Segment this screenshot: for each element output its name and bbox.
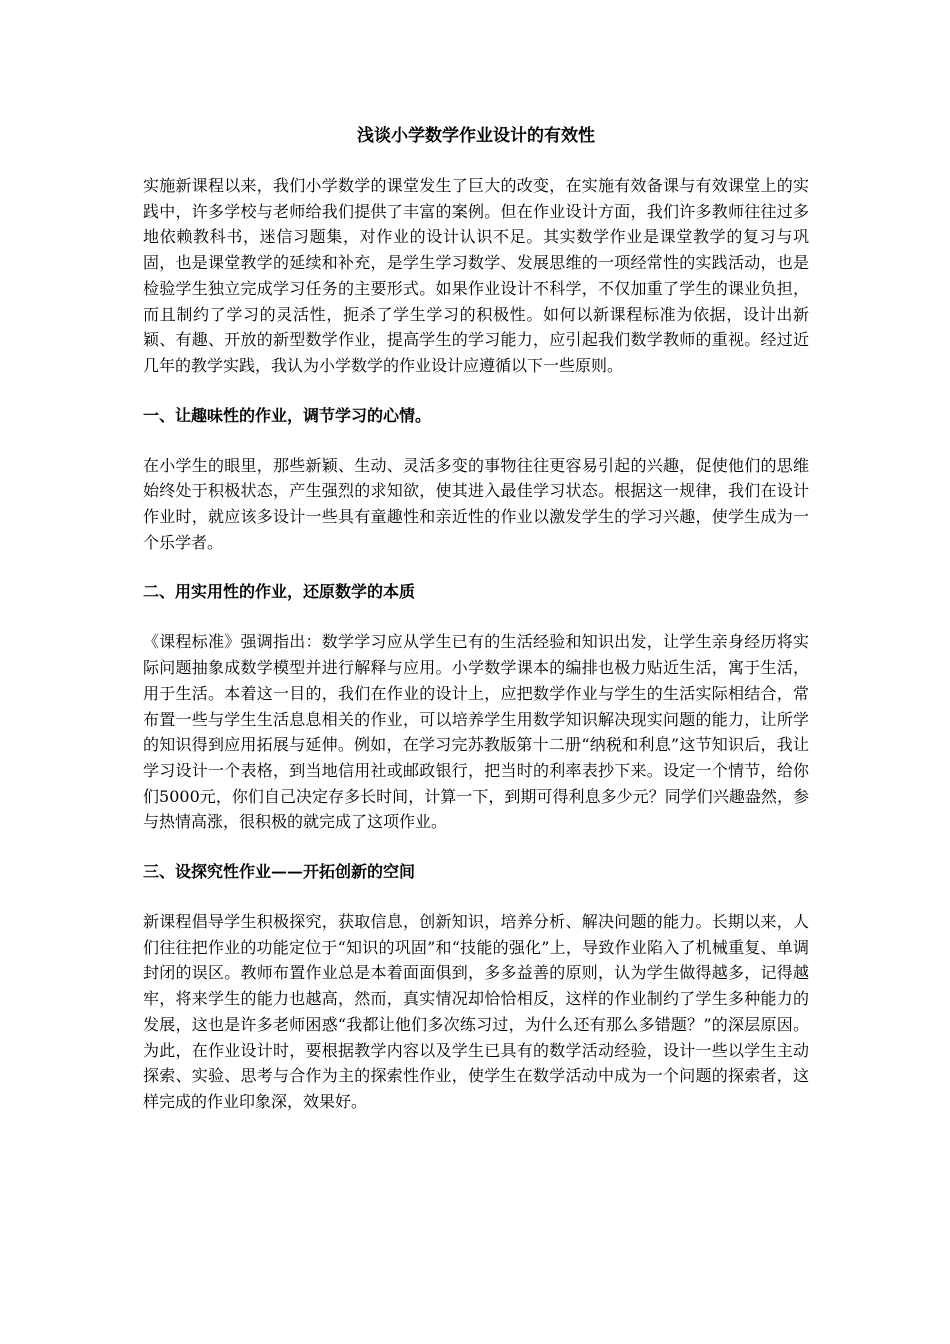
- document-content: [143, 124, 809, 1115]
- section-heading-2: 二、用实用性的作业，还原数学的本质: [143, 582, 416, 602]
- section-body-3: 新课程倡导学生积极探究，获取信息，创新知识，培养分析、解决问题的能力。长期以来，人们往往把作业的功能定位于“知识的巩固”和“技能的强化”上，导致作业陷入了机械重复、单调封闭的误区。教师布置作业总是本着面面俱到，多多益善的原则，认为学生做得越多，记得越牢，将来学生的能力也越高，然而，真实情况却恰恰相反，这样的作业制约了学生多种能力的发展，这也是许多老师困惑“我都让他们多次练习过，为什么还有那么多错题？”的深层原因。为此，在作业设计时，要根据教学内容以及学生已具有的数学活动经验，设计一些以学生主动探索、实验、思考与合作为主的探索性作业，使学生在数学活动中成为一个问题的探索者，这样完成的作业印象深，效果好。: [143, 912, 809, 1111]
- section-heading-1: 一、让趣味性的作业，调节学习的心情。: [143, 405, 432, 425]
- section-body-2: 《课程标准》强调指出：数学学习应从学生已有的生活经验和知识出发，让学生亲身经历将实际问题抽象成数学模型并进行解释与应用。小学数学课本的编排也极力贴近生活，寓于生活，用于生活。本着这一目的，我们在作业的设计上，应把数学作业与学生的生活实际相结合，常布置一些与学生生活息息相关的作业，可以培养学生用数学知识解决现实问题的能力，让所学的知识得到应用拓展与延伸。例如，在学习完苏教版第十二册“纳税和利息”这节知识后，我让学习设计一个表格，到当地信用社或邮政银行，把当时的利率表抄下来。设定一个情节，给你们5000元，你们自己决定存多长时间，计算一下，到期可得利息多少元？同学们兴趣盎然，参与热情高涨，很积极的就完成了这项作业。: [143, 632, 809, 832]
- document-title: 浅谈小学数学作业设计的有效性: [357, 126, 595, 146]
- section-heading-3: 三、设探究性作业——开拓创新的空间: [143, 862, 416, 882]
- intro-paragraph: 实施新课程以来，我们小学数学的课堂发生了巨大的改变，在实施有效备课与有效课堂上的实践中，许多学校与老师给我们提供了丰富的案例。但在作业设计方面，我们许多教师往往过多地依赖教科书，迷信习题集，对作业的设计认识不足。其实数学作业是课堂教学的复习与巩固，也是课堂教学的延续和补充，是学生学习数学、发展思维的一项经常性的实践活动，也是检验学生独立完成学习任务的主要形式。如果作业设计不科学，不仅加重了学生的课业负担，而且制约了学习的灵活性，扼杀了学生学习的积极性。如何以新课程标准为依据，设计出新颖、有趣、开放的新型数学作业，提高学生的学习能力，应引起我们数学教师的重视。经过近几年的教学实践，我认为小学数学的作业设计应遵循以下一些原则。: [143, 176, 809, 375]
- section-body-1: 在小学生的眼里，那些新颖、生动、灵活多变的事物往往更容易引起的兴趣，促使他们的思维始终处于积极状态，产生强烈的求知欲，使其进入最佳学习状态。根据这一规律，我们在设计作业时，就应该多设计一些具有童趣性和亲近性的作业以激发学生的学习兴趣，使学生成为一个乐学者。: [143, 455, 809, 552]
